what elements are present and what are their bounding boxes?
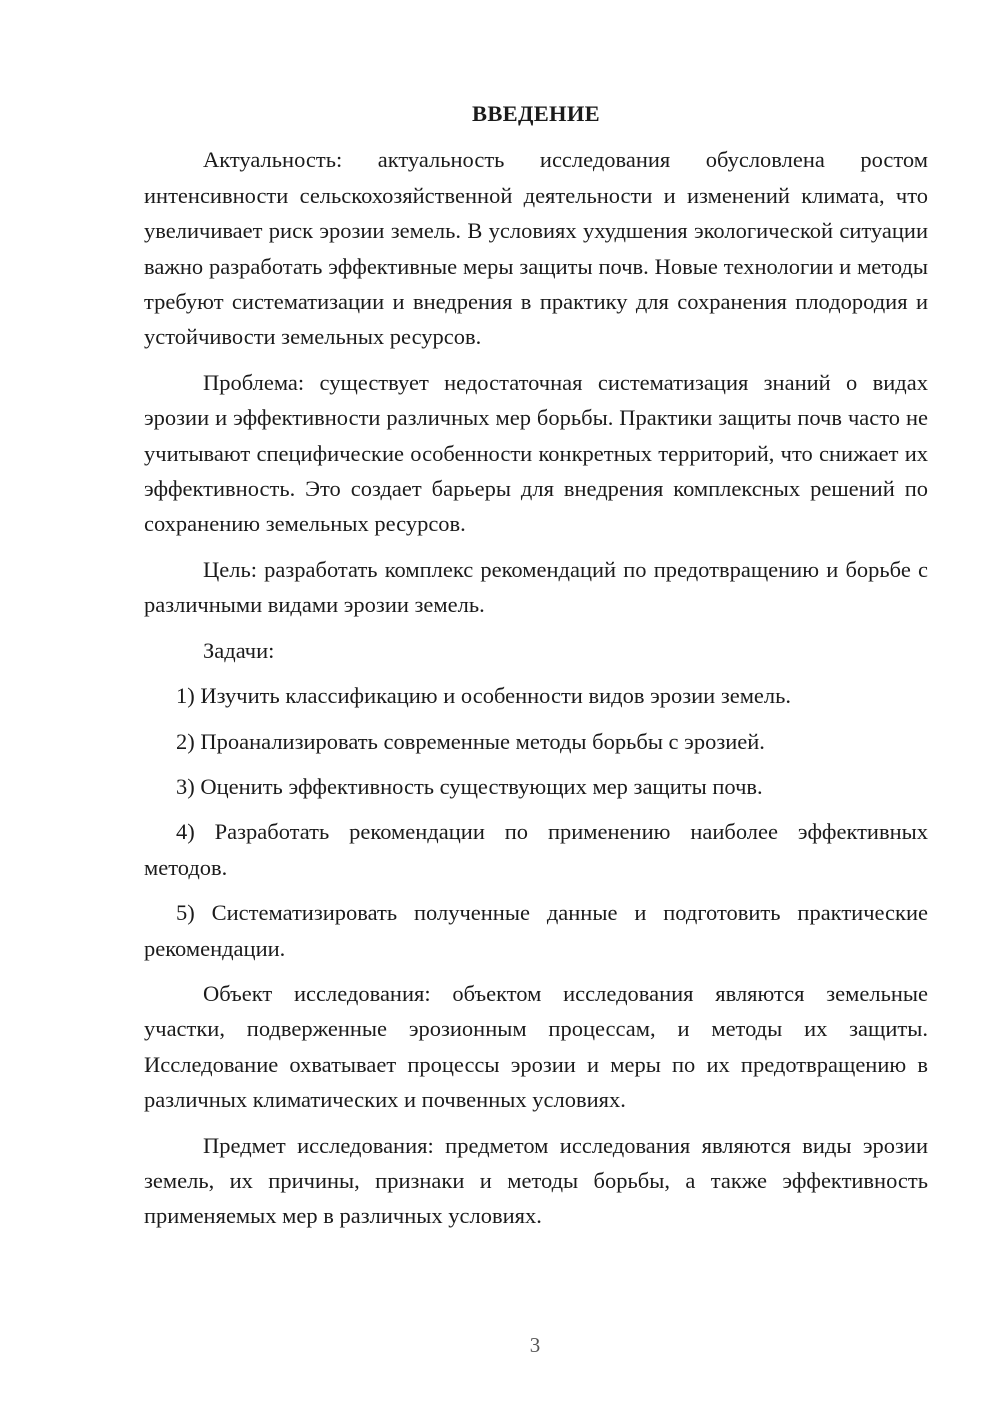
task-item: 2) Проанализировать современные методы борьбы с эрозией. bbox=[176, 728, 765, 754]
page-number: 3 bbox=[529, 1333, 541, 1357]
tasks-label: Задачи: bbox=[203, 637, 275, 663]
tasks-list bbox=[144, 678, 928, 966]
problem-paragraph: Проблема: существует недостаточная систематизация знаний о видах эрозии и эффективности различных мер борьбы. Практики защиты почв часто не учитывают специфические особенности конкретных территорий, что снижает их эффективность. Это создает барьеры для внедрения комплексных решений по сохранению земельных ресурсов. bbox=[144, 369, 928, 537]
task-item: 5) Систематизировать полученные данные и подготовить практические рекомендации. bbox=[144, 900, 928, 961]
subject-paragraph: Предмет исследования: предметом исследования являются виды эрозии земель, их причины, признаки и методы борьбы, а также эффективность применяемых мер в различных условиях. bbox=[144, 1132, 928, 1229]
task-item: 4) Разработать рекомендации по применению наиболее эффективных методов. bbox=[144, 819, 928, 880]
section-heading: ВВЕДЕНИЕ bbox=[472, 101, 600, 126]
task-item: 1) Изучить классификацию и особенности видов эрозии земель. bbox=[176, 683, 792, 709]
task-item: 3) Оценить эффективность существующих мер защиты почв. bbox=[176, 773, 763, 799]
page-body bbox=[144, 96, 928, 1244]
relevance-paragraph: Актуальность: актуальность исследования обусловлена ростом интенсивности сельскохозяйственной деятельности и изменений климата, что увеличивает риск эрозии земель. В условиях ухудшения экологической ситуации важно разработать эффективные меры защиты почв. Новые технологии и методы требуют систематизации и внедрения в практику для сохранения плодородия и устойчивости земельных ресурсов. bbox=[144, 147, 928, 350]
object-paragraph: Объект исследования: объектом исследования являются земельные участки, подверженные эрозионным процессам, и методы их защиты. Исследование охватывает процессы эрозии и меры по их предотвращению в различных климатических и почвенных условиях. bbox=[144, 980, 928, 1113]
goal-paragraph: Цель: разработать комплекс рекомендаций по предотвращению и борьбе с различными видами эрозии земель. bbox=[144, 556, 928, 618]
